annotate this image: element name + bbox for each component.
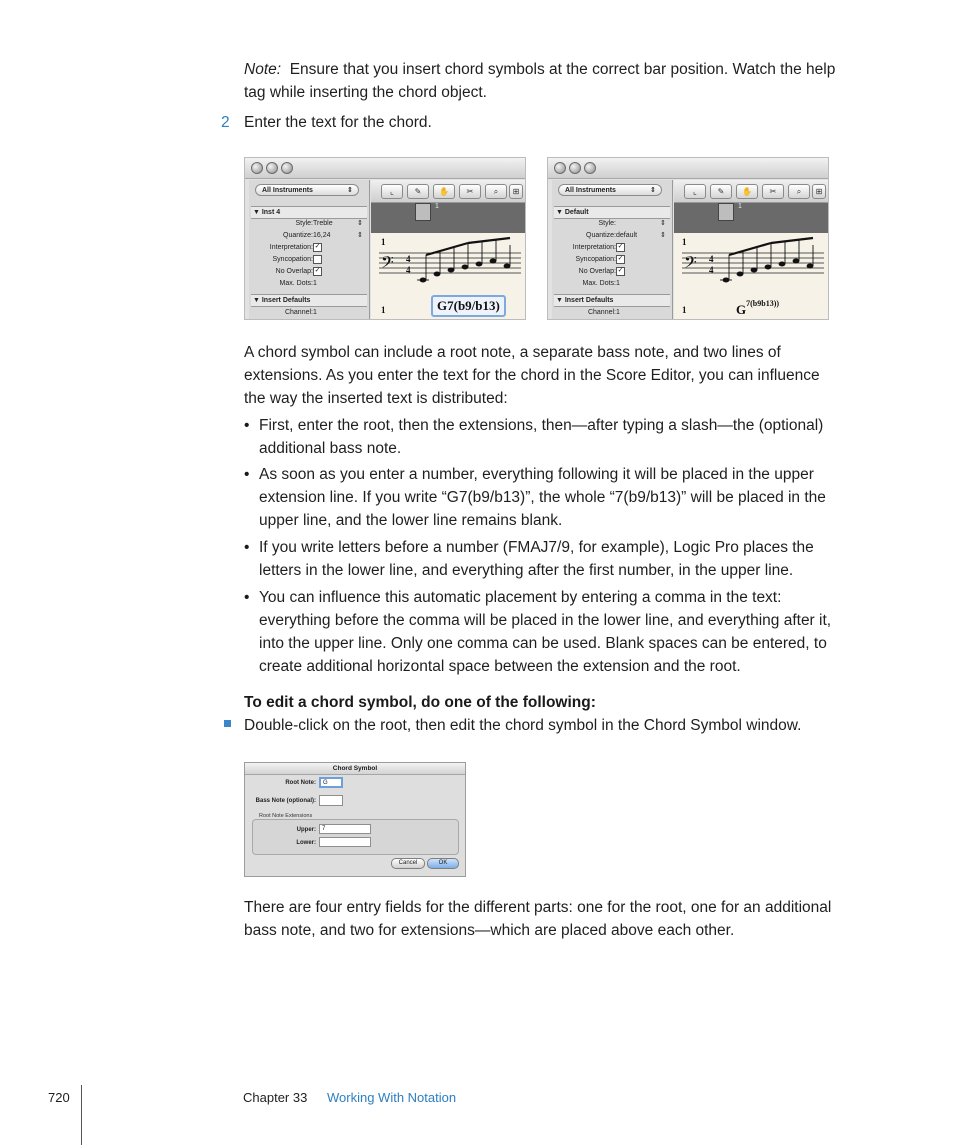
bar-number: 1 bbox=[682, 305, 687, 315]
scissors-tool-icon[interactable]: ✂ bbox=[459, 184, 481, 199]
score-area[interactable] bbox=[674, 233, 828, 319]
hand-tool-icon[interactable]: ✋ bbox=[433, 184, 455, 199]
pointer-tool-icon[interactable]: ⌞ bbox=[381, 184, 403, 199]
inspector-section-header[interactable]: ▼ Inst 4 bbox=[251, 206, 367, 219]
inspector-section-header[interactable]: ▼ Default bbox=[554, 206, 670, 219]
syncopation-checkbox[interactable]: ✓ bbox=[617, 254, 624, 262]
inspector-section-header[interactable]: ▼ Insert Defaults bbox=[554, 294, 670, 307]
chapter-label: Chapter 33 bbox=[243, 1090, 308, 1105]
inspector-panel bbox=[552, 180, 673, 319]
inspector-row: Quantize: default ⇕ bbox=[586, 232, 666, 239]
bass-note-label: Bass Note (optional): bbox=[255, 798, 316, 804]
root-note-field[interactable]: G bbox=[319, 777, 343, 788]
bullet-icon: • bbox=[244, 466, 250, 483]
pointer-tool-icon[interactable]: ⌞ bbox=[684, 184, 706, 199]
window-titlebar bbox=[245, 158, 525, 179]
pencil-tool-icon[interactable]: ✎ bbox=[407, 184, 429, 199]
action-text: Double-click on the root, then edit the chord symbol in the Chord Symbol window. bbox=[244, 717, 802, 734]
zoom-tool-icon[interactable]: ⌕ bbox=[485, 184, 507, 199]
step-text: Enter the text for the chord. bbox=[244, 114, 432, 131]
svg-text:4: 4 bbox=[406, 254, 411, 264]
inspector-row: Interpretation: ✓ bbox=[269, 242, 321, 251]
ok-button[interactable]: OK bbox=[427, 858, 459, 869]
chord-symbol-dialog bbox=[244, 762, 466, 877]
intro-paragraph: A chord symbol can include a root note, a separate bass note, and two lines of extensions. As you enter the text for the chord in the Score Editor, you can influence the way the inserted text is distributed: bbox=[244, 344, 820, 407]
score-toolbar bbox=[674, 180, 828, 203]
chord-root: G bbox=[736, 302, 747, 317]
more-tools-icon[interactable]: ⊞ bbox=[812, 184, 826, 199]
minimize-window-icon[interactable] bbox=[266, 162, 278, 174]
ruler-band bbox=[371, 203, 525, 233]
fields-paragraph: There are four entry fields for the different parts: one for the root, one for an additional bass note, and two for extensions—which are placed above each other. bbox=[244, 899, 832, 939]
svg-text:4: 4 bbox=[406, 265, 411, 275]
step-number: 2 bbox=[221, 114, 230, 131]
bullet-icon: • bbox=[244, 539, 250, 556]
bass-note-field[interactable] bbox=[319, 795, 343, 806]
footer-divider bbox=[81, 1085, 82, 1145]
bullet-icon: • bbox=[244, 589, 250, 606]
ruler-cell bbox=[718, 203, 734, 221]
instrument-popup[interactable]: All Instruments ⇕ bbox=[255, 184, 359, 196]
chord-symbol-display[interactable] bbox=[736, 295, 780, 317]
inspector-row: Quantize: 16,24 ⇕ bbox=[283, 232, 363, 239]
inspector-panel bbox=[249, 180, 370, 319]
more-tools-icon[interactable]: ⊞ bbox=[509, 184, 523, 199]
ruler-number: 1 bbox=[435, 203, 439, 210]
lower-label: Lower: bbox=[296, 840, 316, 846]
svg-text:4: 4 bbox=[709, 265, 714, 275]
close-window-icon[interactable] bbox=[251, 162, 263, 174]
zoom-tool-icon[interactable]: ⌕ bbox=[788, 184, 810, 199]
upper-label: Upper: bbox=[296, 827, 316, 833]
pencil-tool-icon[interactable]: ✎ bbox=[710, 184, 732, 199]
instrument-popup[interactable]: All Instruments ⇕ bbox=[558, 184, 662, 196]
minimize-window-icon[interactable] bbox=[569, 162, 581, 174]
inspector-row: No Overlap: ✓ bbox=[275, 266, 321, 275]
note-text-line2: tag while inserting the chord object. bbox=[244, 84, 487, 101]
note-paragraph bbox=[244, 58, 894, 104]
bar-number: 1 bbox=[381, 237, 386, 247]
bar-number: 1 bbox=[381, 305, 386, 315]
note-text-line1: Ensure that you insert chord symbols at the correct bar position. Watch the help bbox=[289, 61, 836, 78]
task-heading: To edit a chord symbol, do one of the following: bbox=[244, 694, 596, 711]
chord-symbol-edit[interactable]: G7(b9/b13) bbox=[431, 295, 506, 317]
inspector-row: Max. Dots: 1 bbox=[279, 280, 317, 287]
cancel-button[interactable]: Cancel bbox=[391, 858, 425, 869]
bass-clef-icon: 𝄢 bbox=[381, 252, 394, 276]
inspector-row: Syncopation: ✓ bbox=[575, 254, 624, 263]
dialog-title: Chord Symbol bbox=[245, 763, 465, 775]
score-editor-screenshot-right bbox=[547, 157, 829, 320]
upper-field[interactable]: 7 bbox=[319, 824, 371, 834]
bullet-item: You can influence this automatic placement by entering a comma in the text: everything before the comma will be placed in the lower line, and everything after it, into the upper line. Only one comma can be used. Blank spaces can be entered, to create additional horizontal space between the extension and the root. bbox=[259, 589, 832, 675]
hand-tool-icon[interactable]: ✋ bbox=[736, 184, 758, 199]
zoom-window-icon[interactable] bbox=[281, 162, 293, 174]
scissors-tool-icon[interactable]: ✂ bbox=[762, 184, 784, 199]
score-toolbar bbox=[371, 180, 525, 203]
inspector-section-header[interactable]: ▼ Insert Defaults bbox=[251, 294, 367, 307]
window-titlebar bbox=[548, 158, 828, 179]
extensions-group-label: Root Note Extensions bbox=[259, 813, 313, 819]
score-editor-screenshot-left bbox=[244, 157, 526, 320]
syncopation-checkbox[interactable] bbox=[313, 255, 322, 264]
bullet-item: First, enter the root, then the extensions, then—after typing a slash—the (optional) additional bass note. bbox=[259, 417, 824, 457]
zoom-window-icon[interactable] bbox=[584, 162, 596, 174]
inspector-row: Channel: 1 bbox=[284, 309, 317, 316]
inspector-row: Channel: 1 bbox=[587, 309, 620, 316]
note-label: Note: bbox=[244, 61, 282, 78]
bullet-icon: • bbox=[244, 417, 250, 434]
inspector-row: No Overlap: ✓ bbox=[578, 266, 624, 275]
chapter-title-link[interactable]: Working With Notation bbox=[327, 1090, 457, 1105]
inspector-row: Interpretation: ✓ bbox=[572, 242, 624, 251]
close-window-icon[interactable] bbox=[554, 162, 566, 174]
bullet-item: If you write letters before a number (FMAJ7/9, for example), Logic Pro places the letters in the lower line, and everything after the first number, in the upper line. bbox=[259, 539, 814, 579]
ruler-cell bbox=[415, 203, 431, 221]
square-bullet-icon bbox=[224, 720, 231, 727]
inspector-row: Max. Dots: 1 bbox=[582, 280, 620, 287]
svg-text:4: 4 bbox=[709, 254, 714, 264]
ruler-band bbox=[674, 203, 828, 233]
lower-field[interactable] bbox=[319, 837, 371, 847]
inspector-row: Style: ⇕ bbox=[598, 220, 666, 227]
bullet-item: As soon as you enter a number, everything following it will be placed in the upper extension line. If you write “G7(b9/b13)”, the whole “7(b9/b13)” will be placed in the upper line, and the lower line remains blank. bbox=[259, 466, 826, 529]
bass-clef-icon: 𝄢 bbox=[684, 252, 697, 276]
interpretation-checkbox[interactable]: ✓ bbox=[617, 242, 624, 250]
ruler-number: 1 bbox=[738, 203, 742, 210]
root-note-label: Root Note: bbox=[285, 780, 316, 786]
bar-number: 1 bbox=[682, 237, 687, 247]
inspector-row: Style: Treble ⇕ bbox=[295, 220, 363, 227]
interpretation-checkbox[interactable]: ✓ bbox=[314, 242, 321, 250]
no-overlap-checkbox[interactable]: ✓ bbox=[617, 266, 624, 274]
chord-extension: 7(b9b13)) bbox=[746, 299, 780, 308]
no-overlap-checkbox[interactable]: ✓ bbox=[314, 266, 321, 274]
page-number: 720 bbox=[48, 1090, 70, 1105]
score-area[interactable] bbox=[371, 233, 525, 319]
inspector-row: Syncopation: bbox=[251, 254, 367, 266]
